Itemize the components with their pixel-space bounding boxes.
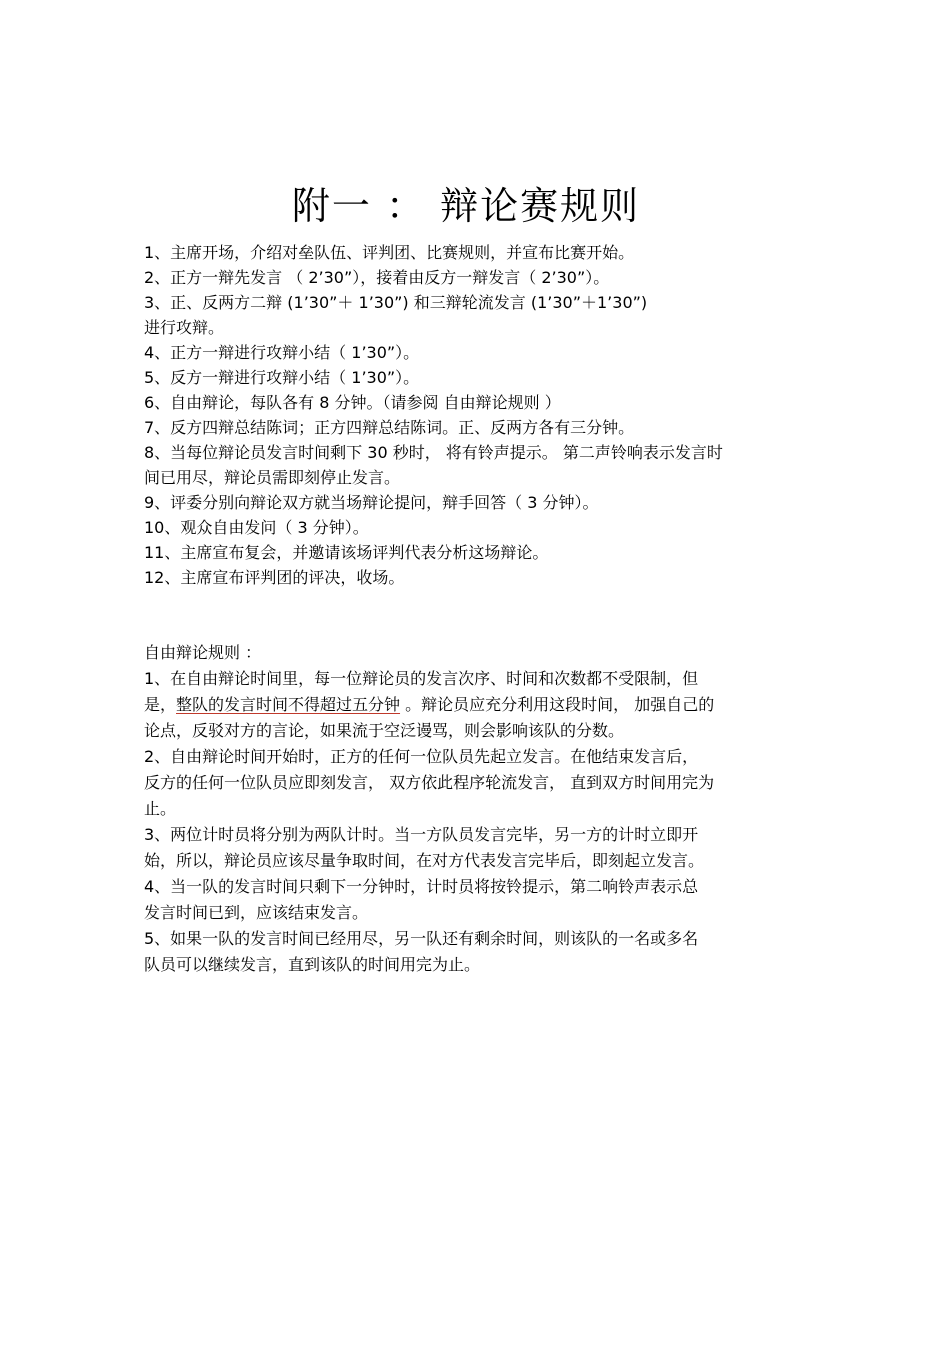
free-debate-line: 2、自由辩论时间开始时，正方的任何一位队员先起立发言。在他结束发言后，: [144, 747, 699, 766]
rule-line: 5、反方一辩进行攻辩小结（ 1’30”）。: [144, 368, 420, 387]
free-debate-line: 3、两位计时员将分别为两队计时。当一方队员发言完毕，另一方的计时立即开: [144, 825, 699, 844]
free-debate-line: 发言时间已到，应该结束发言。: [144, 903, 369, 922]
rule-line: 9、评委分别向辩论双方就当场辩论提问，辩手回答（ 3 分钟）。: [144, 493, 599, 512]
debate-rules-list: [144, 240, 824, 590]
page-title: 附一 ： 辩论赛规则: [291, 184, 641, 228]
rule-line: 10、观众自由发问（ 3 分钟）。: [144, 518, 369, 537]
free-debate-heading: 自由辩论规则 ：: [144, 643, 262, 662]
rule-line: 11、主席宣布复会，并邀请该场评判代表分析这场辩论。: [144, 543, 549, 562]
rule-line: 12、主席宣布评判团的评决，收场。: [144, 568, 405, 587]
rule-line: 2、正方一辩先发言 （ 2’30”），接着由反方一辩发言（ 2’30”）。: [144, 268, 610, 287]
free-debate-line-prefix: 是，: [144, 695, 177, 714]
free-debate-line: 4、当一队的发言时间只剩下一分钟时，计时员将按铃提示，第二响铃声表示总: [144, 877, 699, 896]
free-debate-line: 5、如果一队的发言时间已经用尽，另一队还有剩余时间，则该队的一名或多名: [144, 929, 699, 948]
rule-line: 4、正方一辩进行攻辩小结（ 1’30”）。: [144, 343, 420, 362]
free-debate-line: 反方的任何一位队员应即刻发言， 双方依此程序轮流发言， 直到双方时间用完为: [144, 773, 715, 792]
free-debate-line: 止。: [144, 799, 177, 818]
free-debate-line: 论点，反驳对方的言论，如果流于空泛谩骂，则会影响该队的分数。: [144, 721, 625, 740]
rule-line: 1、主席开场，介绍对垒队伍、评判团、比赛规则，并宣布比赛开始。: [144, 243, 635, 262]
rule-line: 8、当每位辩论员发言时间剩下 30 秒时， 将有铃声提示。 第二声铃响表示发言时: [144, 443, 723, 462]
free-debate-line-suffix: 。辩论员应充分利用这段时间， 加强自己的: [400, 695, 715, 714]
rule-line: 7、反方四辩总结陈词；正方四辩总结陈词。正、反两方各有三分钟。: [144, 418, 635, 437]
free-debate-line: [144, 692, 824, 718]
rule-line: 间已用尽，辩论员需即刻停止发言。: [144, 468, 401, 487]
free-debate-line: 队员可以继续发言，直到该队的时间用完为止。: [144, 955, 481, 974]
rule-line: 进行攻辩。: [144, 318, 225, 337]
rule-line: 6、自由辩论，每队各有 8 分钟。（请参阅 自由辩论规则 ）: [144, 393, 561, 412]
free-debate-line: 始，所以，辩论员应该尽量争取时间，在对方代表发言完毕后，即刻起立发言。: [144, 851, 705, 870]
rule-line: 3、正、反两方二辩 (1’30”＋ 1’30”) 和三辩轮流发言 (1’30”＋1’30”): [144, 293, 648, 312]
free-debate-line: 1、在自由辩论时间里，每一位辩论员的发言次序、时间和次数都不受限制，但: [144, 669, 699, 688]
free-debate-rules: [144, 640, 824, 978]
underlined-time-limit: 整队的发言时间不得超过五分钟: [176, 695, 401, 714]
